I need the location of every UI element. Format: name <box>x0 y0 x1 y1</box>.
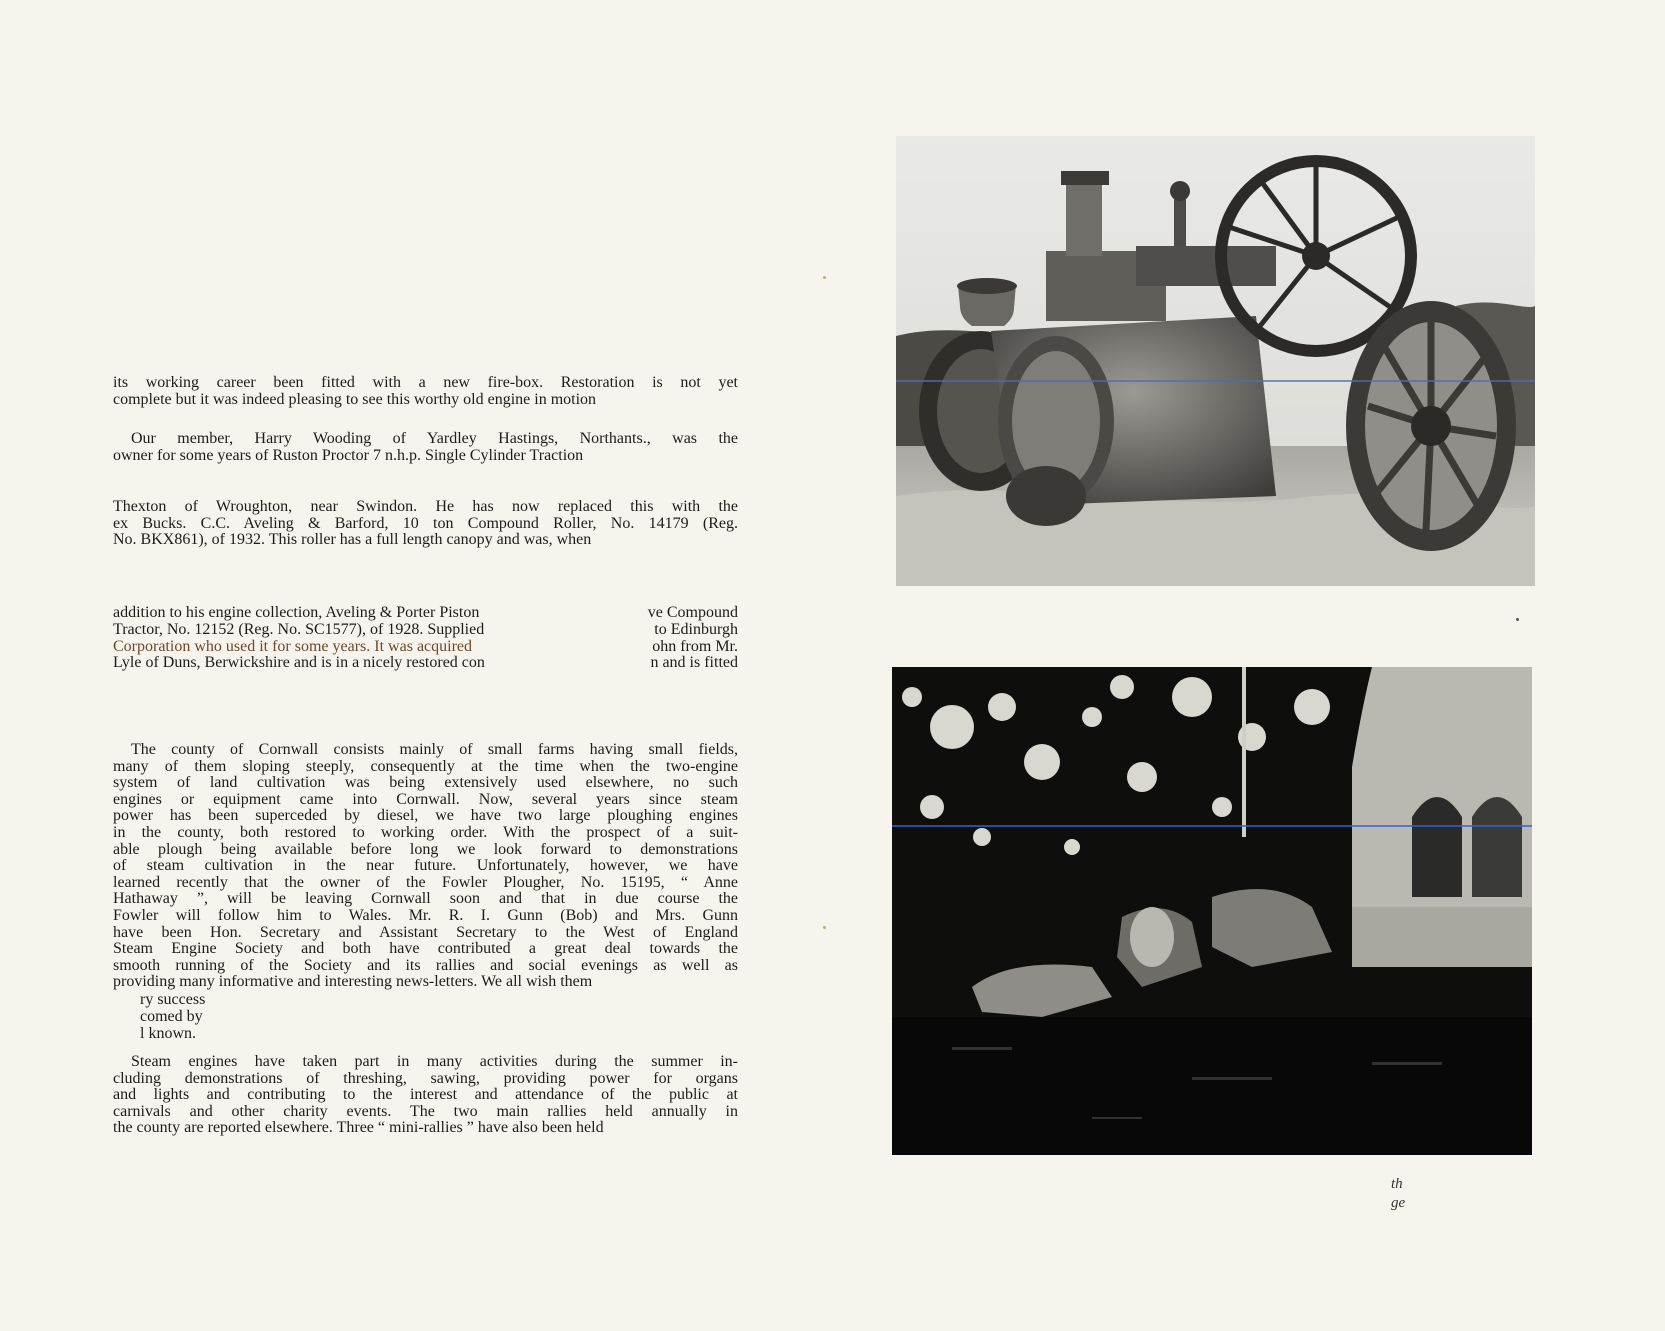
text-line: carnivals and other charity events. The two main rallies held annually in <box>113 1102 738 1120</box>
text-line: No. BKX861), of 1932. This roller has a full length canopy and was, when <box>113 531 592 549</box>
speck <box>823 276 826 279</box>
text-line: Fowler will follow him to Wales. Mr. R. I. Gunn (Bob) and Mrs. Gunn <box>113 906 738 924</box>
text-line: Hathaway ”, will be leaving Cornwall soon and that in due course the <box>113 890 738 908</box>
paragraph-harry-wooding <box>113 431 738 464</box>
text-line: complete but it was indeed pleasing to see this worthy old engine in motion <box>113 390 597 408</box>
speck <box>1516 618 1519 621</box>
text-line: n and is fitted <box>650 654 738 672</box>
text-line: Steam Engine Society and both have contributed a great deal towards the <box>113 940 738 958</box>
text-line: Tractor, No. 12152 (Reg. No. SC1577), of 1928. Supplied <box>113 620 485 638</box>
paragraph-thexton <box>113 499 738 549</box>
paragraph-cornwall-fragment <box>140 992 205 1042</box>
text-line: addition to his engine collection, Aveling & Porter Piston <box>113 604 480 621</box>
text-line: Lyle of Duns, Berwickshire and is in a nicely restored con <box>113 654 485 672</box>
text-line: cluding demonstrations of threshing, sawing, providing power for organs <box>113 1069 738 1087</box>
text-line: ohn from Mr. <box>652 637 738 655</box>
text-line: owner for some years of Ruston Proctor 7 n.h.p. Single Cylinder Traction <box>113 446 584 464</box>
text-line: Steam engines have taken part in many activities during the summer in- <box>131 1053 738 1070</box>
paragraph-aveling-porter-right <box>620 605 738 672</box>
text-line: have been Hon. Secretary and Assistant Secretary to the West of England <box>113 923 738 941</box>
paragraph-summer-activities <box>113 1054 738 1137</box>
text-line: its working career been fitted with a new fire-box. Restoration is not yet <box>113 374 738 391</box>
paragraph-cornwall <box>113 742 738 991</box>
text-line: ve Compound <box>647 604 738 621</box>
text-line: l known. <box>140 1024 196 1042</box>
text-line: in the county, both restored to working order. With the prospect of a suit- <box>113 823 738 841</box>
engine-in-river-photo <box>892 667 1532 1155</box>
text-line: power has been superceded by diesel, we have two large ploughing engines <box>113 807 738 825</box>
text-line: to Edinburgh <box>654 620 738 638</box>
paragraph-restoration <box>113 375 738 408</box>
text-line: system of land cultivation was being extensively used elsewhere, no such <box>113 774 738 792</box>
speck <box>823 926 826 929</box>
text-line: Our member, Harry Wooding of Yardley Hastings, Northants., was the <box>131 430 738 447</box>
traction-engine-photo <box>896 136 1535 586</box>
text-line: the county are reported elsewhere. Three “ mini-rallies ” have also been held <box>113 1119 604 1137</box>
text-line: and lights and contributing to the interest and attendance of the public at <box>113 1086 738 1104</box>
text-line: ry success <box>140 991 206 1008</box>
text-line: engines or equipment came into Cornwall. Now, several years since steam <box>113 790 738 808</box>
paragraph-aveling-porter-left <box>113 605 485 672</box>
text-line: ex Bucks. C.C. Aveling & Barford, 10 ton Compound Roller, No. 14179 (Reg. <box>113 514 738 532</box>
text-line: Thexton of Wroughton, near Swindon. He has now replaced this with the <box>113 498 738 515</box>
margin-note <box>1391 1175 1405 1213</box>
text-line: many of them sloping steeply, consequently at the time when the two-engine <box>113 757 738 775</box>
text-line: smooth running of the Society and its rallies and social evenings as well as <box>113 956 738 974</box>
text-line: of steam cultivation in the near future. Unfortunately, however, we have <box>113 857 738 875</box>
text-line: The county of Cornwall consists mainly of small farms having small fields, <box>131 741 738 758</box>
text-line: providing many informative and interesting news-letters. We all wish them <box>113 973 593 991</box>
text-line: comed by <box>140 1007 203 1025</box>
text-line: Corporation who used it for some years. It was acquired <box>113 637 473 655</box>
text-line: learned recently that the owner of the Fowler Plougher, No. 15195, “ Anne <box>113 873 738 891</box>
margin-note-line: ge <box>1391 1195 1406 1211</box>
margin-note-line: th <box>1391 1176 1403 1192</box>
text-line: able plough being available before long we look forward to demonstrations <box>113 840 738 858</box>
